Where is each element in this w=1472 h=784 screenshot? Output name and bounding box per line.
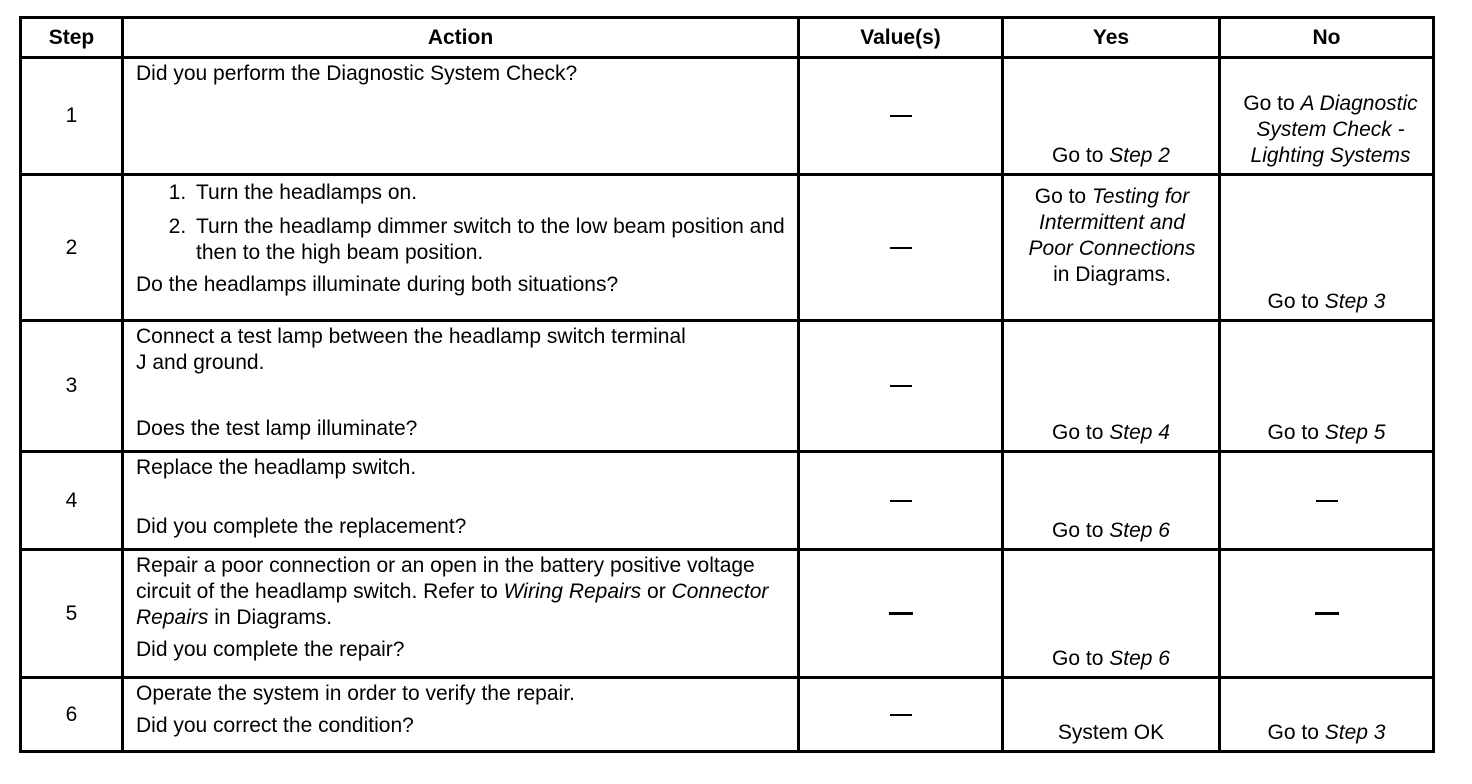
action-question: Does the test lamp illuminate? [136,417,418,440]
header-yes: Yes [1003,18,1220,58]
value-cell [799,550,1003,678]
action-question: Do the headlamps illuminate during both situations? [136,273,619,296]
no-cell: Go to A Diagnostic System Check - Lighting Systems [1220,58,1434,175]
yes-cell: System OK [1003,678,1220,752]
value-dash [890,247,912,249]
table-row-step-5 [21,550,1434,678]
action-question: Did you complete the replacement? [136,515,467,538]
step-number: 5 [21,550,123,678]
value-dash [890,714,912,716]
action-cell [123,58,799,175]
no-step-ref: Step 5 [1324,421,1386,444]
action-step-item: 2. Turn the headlamp dimmer switch to the low beam position and then to the high beam position. [192,214,787,266]
table-row-step-4 [21,452,1434,550]
yes-step-ref: Step 4 [1109,421,1170,444]
header-no: No [1220,18,1434,58]
action-cell [123,678,799,752]
yes-cell: Go to Step 4 [1003,321,1220,452]
value-cell [799,452,1003,550]
yes-cell: Go to Step 2 [1003,58,1220,175]
action-question: Did you complete the repair? [136,638,405,661]
yes-cell: Go to Step 6 [1003,452,1220,550]
value-cell [799,175,1003,321]
value-dash [890,115,912,117]
diagnostic-table [19,16,1435,753]
value-dash [890,385,912,387]
action-text: Operate the system in order to verify the repair. [136,682,575,705]
header-values: Value(s) [799,18,1003,58]
step-number: 4 [21,452,123,550]
no-step-ref: Step 3 [1324,721,1386,744]
yes-reference: Testing for Intermittent and Poor Connections [1028,185,1196,260]
yes-step-ref: Step 6 [1109,519,1170,542]
action-cell [123,452,799,550]
action-step-item: 1. Turn the headlamps on. [192,180,787,206]
action-steps-list [136,180,787,266]
value-cell [799,321,1003,452]
value-cell [799,58,1003,175]
connector-repairs-ref: Connector Repairs [136,580,769,629]
no-dash [1315,612,1339,615]
table-row-step-2 [21,175,1434,321]
no-cell: Go to Step 5 [1220,321,1434,452]
step-number: 3 [21,321,123,452]
step-number: 6 [21,678,123,752]
header-row [21,18,1434,58]
value-cell [799,678,1003,752]
action-question: Did you correct the condition? [136,714,414,737]
step-number: 2 [21,175,123,321]
action-text: Replace the headlamp switch. [136,456,417,479]
action-cell [123,321,799,452]
no-cell [1220,452,1434,550]
step-number: 1 [21,58,123,175]
yes-step-ref: Step 2 [1109,144,1170,167]
action-cell [123,550,799,678]
no-step-ref: Step 3 [1324,290,1386,313]
no-reference: A Diagnostic System Check - Lighting Systems [1250,92,1418,167]
action-question: Did you perform the Diagnostic System Check? [136,62,578,85]
yes-step-ref: Step 6 [1109,647,1170,670]
no-dash [1316,500,1338,502]
value-dash [889,612,913,615]
action-cell [123,175,799,321]
action-text: Connect a test lamp between the headlamp switch terminal J and ground. [136,325,686,374]
table-row-step-6 [21,678,1434,752]
table-row-step-3 [21,321,1434,452]
no-cell: Go to Step 3 [1220,175,1434,321]
no-cell: Go to Step 3 [1220,678,1434,752]
yes-cell: Go to Testing for Intermittent and Poor Connections in Diagrams. [1003,175,1220,321]
table-row-step-1 [21,58,1434,175]
yes-cell: Go to Step 6 [1003,550,1220,678]
action-text: Repair a poor connection or an open in the battery positive voltage circuit of the headlamp switch. Refer to Wiring Repairs or Connector Repairs in Diagrams. [136,554,769,629]
no-cell [1220,550,1434,678]
wiring-repairs-ref: Wiring Repairs [503,580,642,603]
value-dash [890,500,912,502]
header-step: Step [21,18,123,58]
header-action: Action [123,18,799,58]
